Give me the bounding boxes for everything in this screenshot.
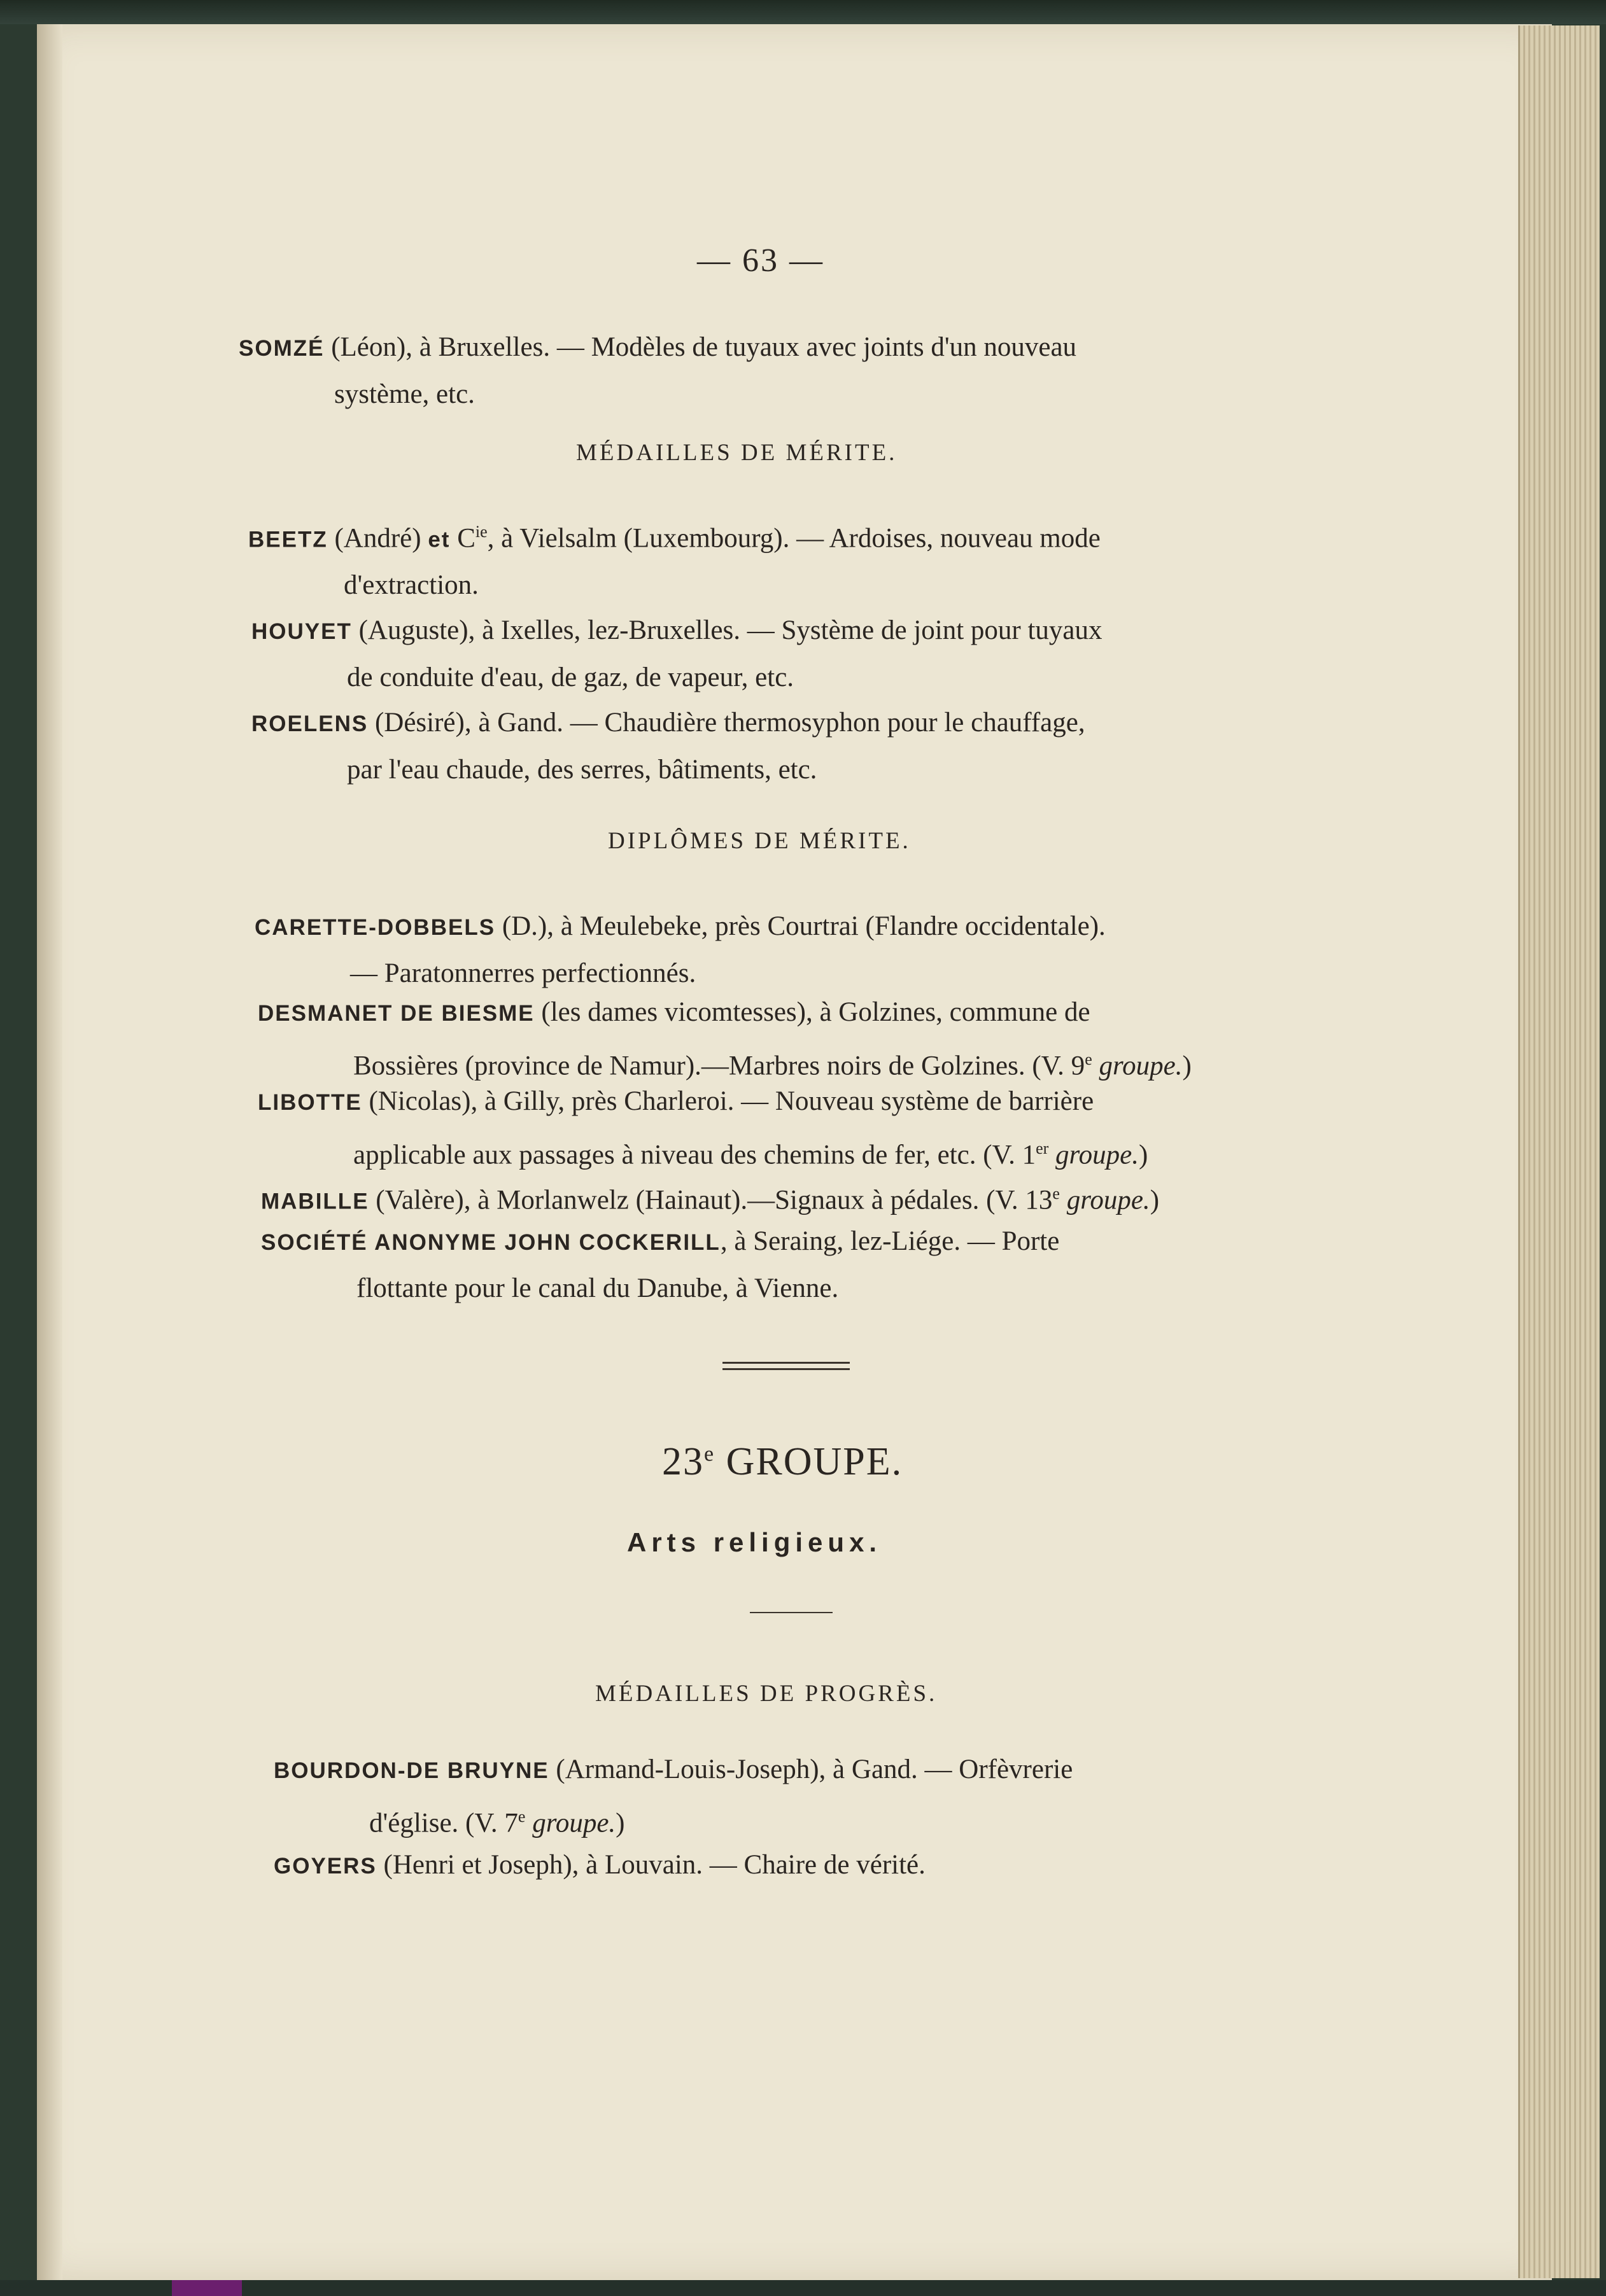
entry-line-1: BOURDON-DE BRUYNE (Armand-Louis-Joseph), à Gand. — Orfèvrerie [274, 1754, 1073, 1784]
exhibitor-name: SOCIÉTÉ ANONYME JOHN COCKERILL [261, 1230, 721, 1255]
entry-line-2: applicable aux passages à niveau des chemins de fer, etc. (V. 1er groupe.) [353, 1139, 1148, 1170]
entry-line-2: de conduite d'eau, de gaz, de vapeur, etc. [347, 662, 794, 692]
entry-line-2: Bossières (province de Namur).—Marbres noirs de Golzines. (V. 9e groupe.) [353, 1050, 1192, 1081]
exhibitor-name: CARETTE-DOBBELS [255, 915, 496, 940]
entry-carette-dobbels [255, 904, 1106, 997]
entry-bourdon [274, 1747, 1073, 1846]
entry-line-1: ROELENS (Désiré), à Gand. — Chaudière thermosyphon pour le chauffage, [251, 708, 1085, 738]
exhibitor-name: BEETZ [248, 527, 328, 552]
group-title: 23e GROUPE. [662, 1440, 903, 1483]
entry-line-2: d'église. (V. 7e groupe.) [369, 1807, 625, 1838]
entry-line-2: d'extraction. [344, 570, 479, 601]
page-gutter [37, 24, 62, 2280]
section-heading-medailles-merite: MÉDAILLES DE MÉRITE. [576, 440, 898, 466]
entry-line-1: CARETTE-DOBBELS (D.), à Meulebeke, près Courtrai (Flandre occidentale). [255, 911, 1106, 941]
exhibitor-name: GOYERS [274, 1854, 377, 1879]
exhibitor-name: SOMZÉ [239, 336, 325, 361]
exhibitor-name: DESMANET DE BIESME [258, 1001, 535, 1026]
entry-line-2: système, etc. [334, 379, 475, 409]
entry-goyers [274, 1842, 926, 1889]
entry-beetz [248, 509, 1101, 608]
entry-somze [239, 325, 1076, 417]
page-number: — 63 — [697, 242, 824, 279]
exhibitor-name: BOURDON-DE BRUYNE [274, 1758, 549, 1783]
book-cover-top [0, 0, 1606, 24]
entry-roelens [251, 700, 1085, 793]
section-divider-top [722, 1362, 850, 1364]
exhibitor-name: HOUYET [251, 619, 352, 644]
entry-line-2: — Paratonnerres perfectionnés. [350, 958, 696, 988]
entry-line-1: MABILLE (Valère), à Morlanwelz (Hainaut).—Signaux à pédales. (V. 13e groupe.) [261, 1184, 1160, 1215]
group-subtitle: Arts religieux. [627, 1527, 882, 1557]
section-heading-medailles-progres: MÉDAILLES DE PROGRÈS. [595, 1681, 938, 1707]
exhibitor-name: ROELENS [251, 711, 369, 736]
subtitle-rule [750, 1612, 833, 1613]
entry-line-1: GOYERS (Henri et Joseph), à Louvain. — Chaire de vérité. [274, 1850, 926, 1880]
entry-line-1: SOCIÉTÉ ANONYME JOHN COCKERILL, à Seraing, lez-Liége. — Porte [261, 1226, 1060, 1256]
entry-text: (Léon), à Bruxelles. — Modèles de tuyaux avec joints d'un nouveau [324, 332, 1077, 362]
exhibitor-name: MABILLE [261, 1189, 369, 1214]
entry-line-1: HOUYET (Auguste), à Ixelles, lez-Bruxelles. — Système de joint pour tuyaux [251, 615, 1102, 645]
entry-cockerill [261, 1219, 1059, 1312]
entry-line-2: par l'eau chaude, des serres, bâtiments, etc. [347, 755, 817, 785]
entry-mabille [261, 1171, 1159, 1224]
page-edges [1518, 25, 1600, 2278]
entry-libotte [258, 1079, 1148, 1178]
entry-houyet [251, 608, 1102, 701]
exhibitor-name: LIBOTTE [258, 1090, 362, 1115]
entry-line-1: DESMANET DE BIESME (les dames vicomtesses), à Golzines, commune de [258, 997, 1090, 1027]
entry-desmanet [258, 990, 1192, 1089]
entry-line-1 [239, 325, 1076, 372]
section-divider-bottom [722, 1368, 850, 1370]
entry-line-1: BEETZ (André) et $C^{ie}$, à Vielsalm (Luxembourg). — Ardoises, nouveau mode [248, 522, 1101, 554]
section-heading-diplomes-merite: DIPLÔMES DE MÉRITE. [608, 828, 911, 854]
entry-line-1: LIBOTTE (Nicolas), à Gilly, près Charleroi. — Nouveau système de barrière [258, 1086, 1094, 1116]
entry-line-2: flottante pour le canal du Danube, à Vienne. [356, 1273, 839, 1303]
